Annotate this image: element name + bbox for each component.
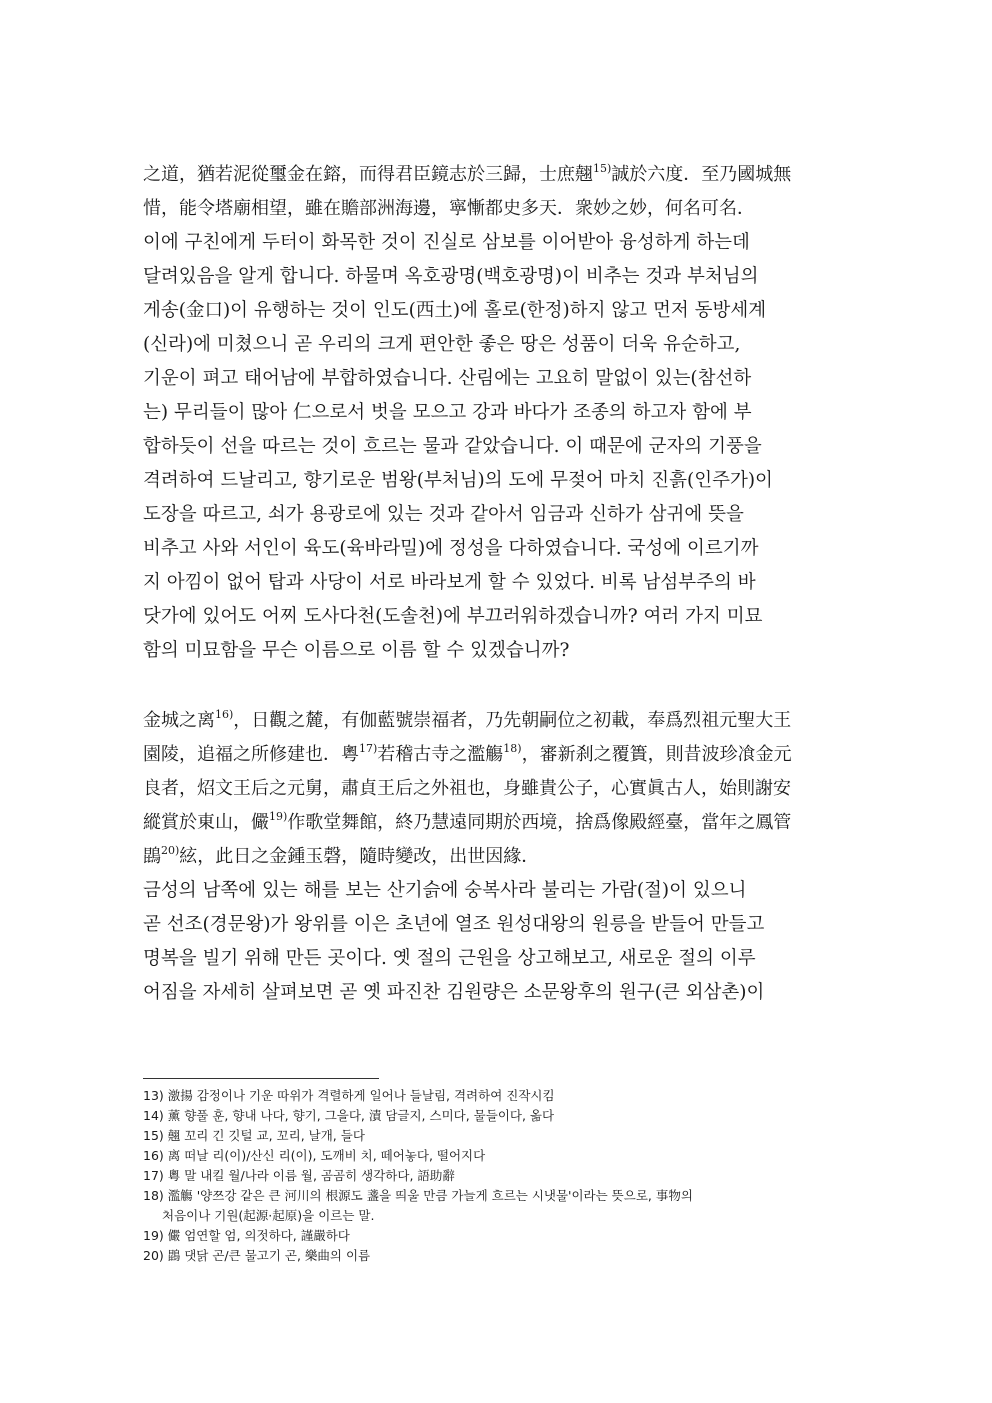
korean-line: 합하듯이 선을 따르는 것이 흐르는 물과 같았습니다. 이 때문에 군자의 기풍을 — [143, 436, 762, 457]
footnote-16: 16) 离 떠날 리(이)/산신 리(이), 도깨비 치, 떼어놓다, 떨어지다 — [143, 1148, 486, 1163]
hanja-line: 鵾$^{20)}$絃，此日之金鍾玉磬，隨時變改，出世因緣． — [143, 844, 540, 867]
korean-line: 달려있음을 알게 합니다. 하물며 옥호광명(백호광명)이 비추는 것과 부처님의 — [143, 266, 759, 287]
footnote-ref-17[interactable]: 17) — [359, 742, 378, 755]
footnote-separator — [143, 1078, 379, 1079]
footnote-20: 20) 鵾 댓닭 곤/큰 물고기 곤, 樂曲의 이름 — [143, 1248, 371, 1263]
hanja-line: 金城之离$^{16)}$，日觀之麓，有伽藍號崇福者，乃先朝嗣位之初載，奉爲烈祖元聖大王 — [143, 708, 792, 731]
hanja-line: 園陵，追福之所修建也．粵$^{17)}$若稽古寺之濫觴$^{18)}$，審新刹之覆簣，則昔波珍飡金元 — [143, 742, 792, 765]
korean-line: (신라)에 미쳤으니 곧 우리의 크게 편안한 좋은 땅은 성품이 더욱 유순하고, — [143, 334, 741, 355]
korean-line: 기운이 펴고 태어남에 부합하였습니다. 산림에는 고요히 말없이 있는(참선하 — [143, 368, 752, 389]
korean-line: 어짐을 자세히 살펴보면 곧 옛 파진찬 김원량은 소문왕후의 원구(큰 외삼촌)이 — [143, 982, 765, 1003]
paragraph-1-hanja — [143, 158, 853, 226]
hanja-line: 縱賞於東山，儼$^{19)}$作歌堂舞館，終乃慧遠同期於西境，捨爲像殿經臺，當年之鳳管 — [143, 810, 792, 833]
footnote-13: 13) 激揚 감정이나 기운 따위가 격렬하게 일어나 들날림, 격려하여 진작시킴 — [143, 1088, 555, 1103]
korean-line: 는) 무리들이 많아 仁으로서 벗을 모으고 강과 바다가 조종의 하고자 함에 부 — [143, 402, 752, 423]
footnote-ref-15[interactable]: 15) — [593, 162, 612, 175]
paragraph-2-korean — [143, 874, 853, 1010]
korean-line: 함의 미묘함을 무슨 이름으로 이름 할 수 있겠습니까? — [143, 640, 570, 661]
footnote-14: 14) 薰 향풀 훈, 향내 나다, 향기, 그을다, 漬 담글지, 스미다, 물들이다, 옮다 — [143, 1108, 555, 1123]
korean-line: 격려하여 드날리고, 향기로운 범왕(부처님)의 도에 무젖어 마치 진흙(인주가)이 — [143, 470, 773, 491]
main-text — [143, 158, 853, 1010]
hanja-line: 良者，炤文王后之元舅，肅貞王后之外祖也，身雖貴公子，心實眞古人，始則謝安 — [143, 778, 791, 799]
korean-line: 지 아낌이 없어 탑과 사당이 서로 바라보게 할 수 있었다. 비록 남섬부주의 바 — [143, 572, 756, 593]
korean-line: 닷가에 있어도 어찌 도사다천(도솔천)에 부끄러워하겠습니까? 여러 가지 미묘 — [143, 606, 763, 627]
korean-line: 비추고 사와 서인이 육도(육바라밀)에 정성을 다하였습니다. 국성에 이르기까 — [143, 538, 759, 559]
footnote-ref-20[interactable]: 20) — [161, 844, 180, 857]
footnote-18: 18) 濫觴 '양쯔강 같은 큰 河川의 根源도 盞을 띄울 만큼 가늘게 흐르는 시냇물'이라는 뜻으로, 事物의 — [143, 1188, 693, 1203]
footnote-18-continued: 처음이나 기원(起源·起原)을 이르는 말. — [162, 1208, 375, 1223]
footnote-17: 17) 粵 말 내킬 월/나라 이름 월, 곰곰히 생각하다, 語助辭 — [143, 1168, 455, 1183]
korean-line: 곧 선조(경문왕)가 왕위를 이은 초년에 열조 원성대왕의 원릉을 받들어 만들고 — [143, 914, 765, 935]
footnote-15: 15) 翹 꼬리 긴 깃털 교, 꼬리, 날개, 들다 — [143, 1128, 365, 1143]
korean-line: 금성의 남쪽에 있는 해를 보는 산기슭에 숭복사라 불리는 가람(절)이 있으니 — [143, 880, 747, 901]
footnote-ref-18[interactable]: 18) — [503, 742, 522, 755]
footnote-ref-16[interactable]: 16) — [215, 708, 234, 721]
korean-line: 게송(金口)이 유행하는 것이 인도(西土)에 홀로(한정)하지 않고 먼저 동방세계 — [143, 300, 767, 321]
hanja-line: 之道，猶若泥從璽金在鎔，而得君臣鏡志於三歸，士庶翹$^{15)}$誠於六度．至乃國城無 — [143, 162, 792, 185]
korean-line: 도장을 따르고, 쇠가 용광로에 있는 것과 같아서 임금과 신하가 삼귀에 뜻을 — [143, 504, 744, 525]
footnote-19: 19) 儼 엄연할 엄, 의젓하다, 謹嚴하다 — [143, 1228, 350, 1243]
paragraph-gap — [143, 668, 853, 704]
korean-line: 이에 구친에게 두터이 화목한 것이 진실로 삼보를 이어받아 융성하게 하는데 — [143, 232, 750, 253]
paragraph-2-hanja — [143, 704, 853, 874]
footnotes — [143, 1086, 855, 1266]
footnote-ref-19[interactable]: 19) — [269, 810, 288, 823]
paragraph-1-korean — [143, 226, 853, 668]
korean-line: 명복을 빌기 위해 만든 곳이다. 옛 절의 근원을 상고해보고, 새로운 절의 이루 — [143, 948, 756, 969]
hanja-line: 惜，能令塔廟相望，雖在贍部洲海邊，寧慚都史多天．衆妙之妙，何名可名． — [143, 198, 755, 219]
